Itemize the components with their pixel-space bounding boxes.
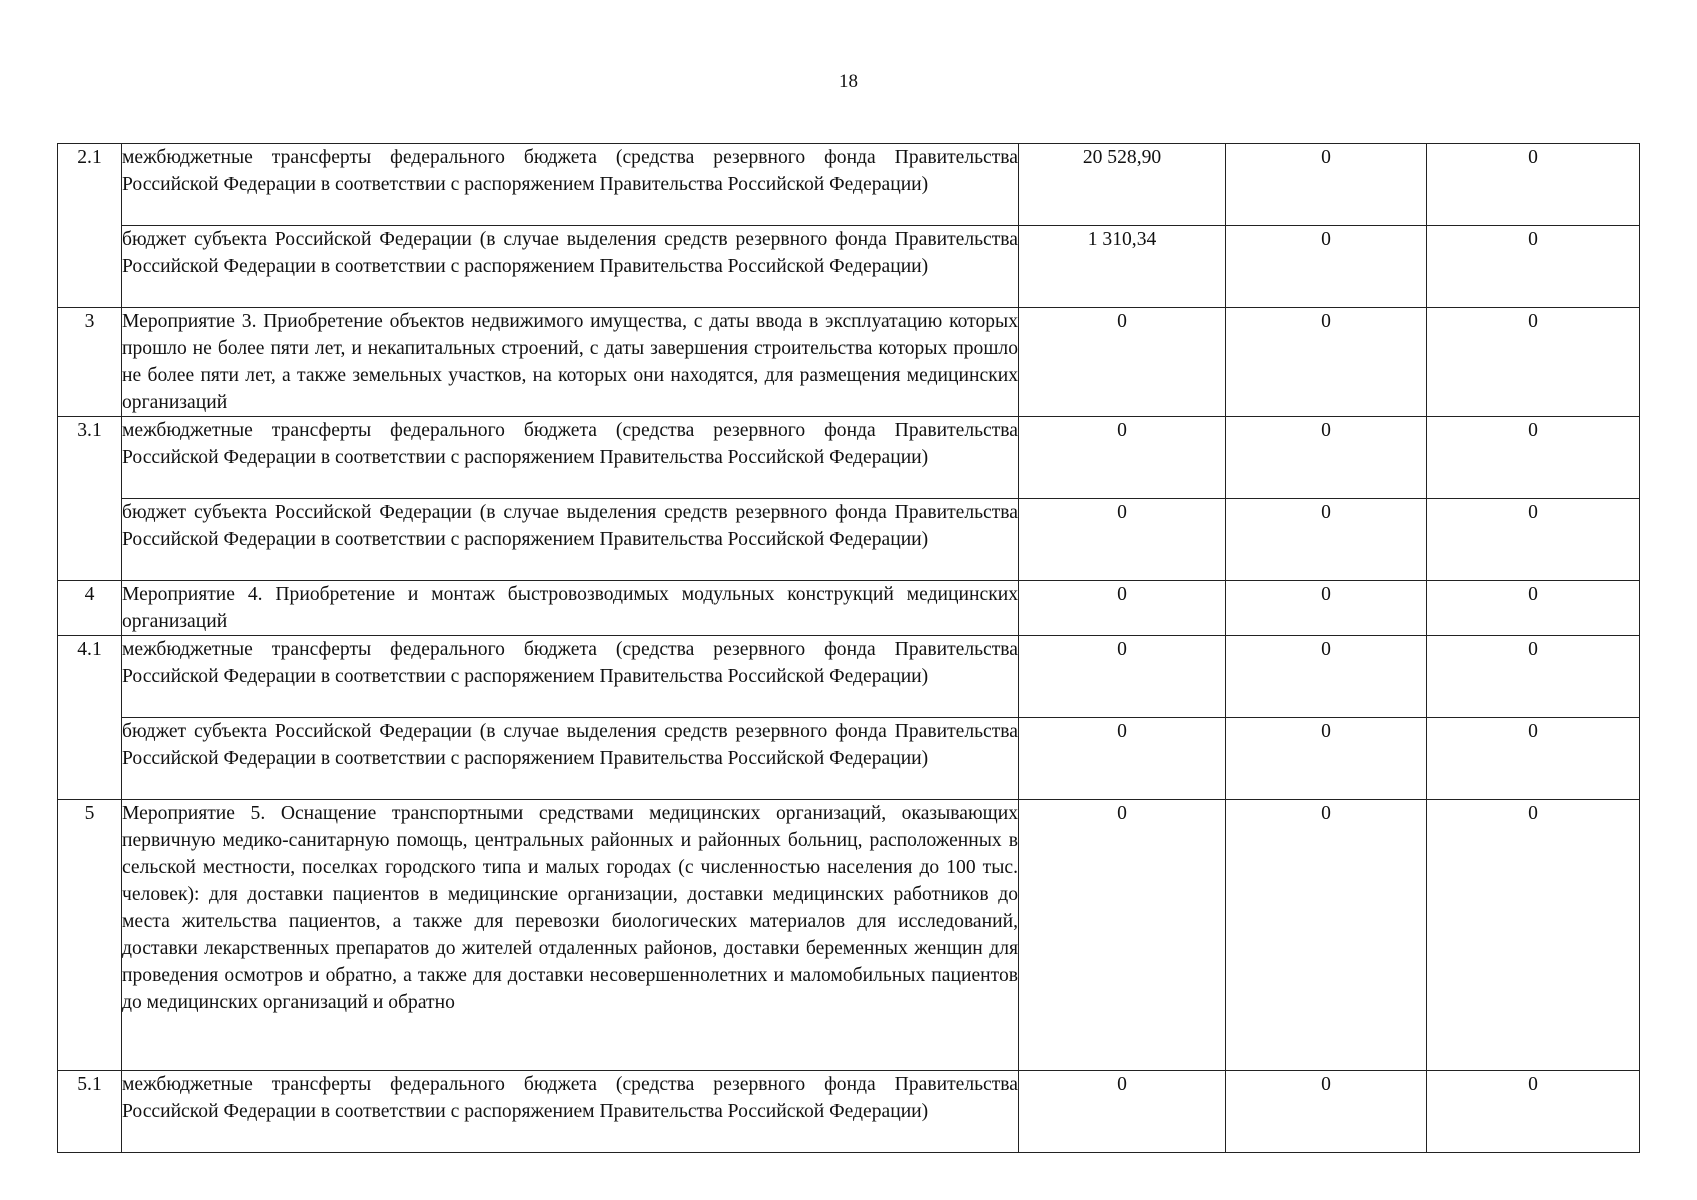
value-cell: 0 — [1427, 308, 1640, 417]
value-cell: 0 — [1226, 636, 1427, 718]
row-number: 4 — [58, 581, 122, 636]
funding-table — [57, 143, 1640, 1153]
value-cell: 0 — [1019, 800, 1226, 1071]
value-cell: 0 — [1019, 308, 1226, 417]
value-cell: 0 — [1427, 800, 1640, 1071]
value-cell: 0 — [1019, 499, 1226, 581]
value-cell: 0 — [1427, 417, 1640, 499]
row-number: 2.1 — [58, 144, 122, 308]
value-cell: 1 310,34 — [1019, 226, 1226, 308]
row-description: межбюджетные трансферты федерального бюджета (средства резервного фонда Правительства Российской Федерации в соответствии с распоряжением Правительства Российской Федерации) — [122, 1071, 1019, 1153]
value-cell: 0 — [1019, 417, 1226, 499]
value-cell: 0 — [1226, 718, 1427, 800]
value-cell: 0 — [1019, 718, 1226, 800]
value-cell: 0 — [1226, 1071, 1427, 1153]
value-cell: 0 — [1226, 499, 1427, 581]
table-row — [58, 417, 1640, 499]
page-number: 18 — [839, 71, 858, 92]
value-cell: 0 — [1226, 226, 1427, 308]
row-description: бюджет субъекта Российской Федерации (в случае выделения средств резервного фонда Правительства Российской Федерации в соответствии с распоряжением Правительства Российской Федерации) — [122, 226, 1019, 308]
value-cell: 0 — [1427, 1071, 1640, 1153]
value-cell: 0 — [1226, 800, 1427, 1071]
value-cell: 0 — [1226, 581, 1427, 636]
row-number: 4.1 — [58, 636, 122, 800]
value-cell: 0 — [1427, 718, 1640, 800]
table-row — [58, 499, 1640, 581]
value-cell: 0 — [1019, 636, 1226, 718]
table-row — [58, 144, 1640, 226]
row-number: 3 — [58, 308, 122, 417]
row-description: бюджет субъекта Российской Федерации (в случае выделения средств резервного фонда Правительства Российской Федерации в соответствии с распоряжением Правительства Российской Федерации) — [122, 718, 1019, 800]
row-description: Мероприятие 4. Приобретение и монтаж быстровозводимых модульных конструкций медицинских организаций — [122, 581, 1019, 636]
table-row — [58, 1071, 1640, 1153]
value-cell: 20 528,90 — [1019, 144, 1226, 226]
table-row — [58, 636, 1640, 718]
value-cell: 0 — [1427, 144, 1640, 226]
row-number: 5 — [58, 800, 122, 1071]
row-description: бюджет субъекта Российской Федерации (в случае выделения средств резервного фонда Правительства Российской Федерации в соответствии с распоряжением Правительства Российской Федерации) — [122, 499, 1019, 581]
value-cell: 0 — [1226, 308, 1427, 417]
value-cell: 0 — [1427, 226, 1640, 308]
table-row — [58, 226, 1640, 308]
row-description: межбюджетные трансферты федерального бюджета (средства резервного фонда Правительства Российской Федерации в соответствии с распоряжением Правительства Российской Федерации) — [122, 144, 1019, 226]
row-description: Мероприятие 3. Приобретение объектов недвижимого имущества, с даты ввода в эксплуатацию которых прошло не более пяти лет, и некапитальных строений, с даты завершения строительства которых прошло не более пяти лет, а также земельных участков, на которых они находятся, для размещения медицинских организаций — [122, 308, 1019, 417]
value-cell: 0 — [1427, 636, 1640, 718]
row-description: межбюджетные трансферты федерального бюджета (средства резервного фонда Правительства Российской Федерации в соответствии с распоряжением Правительства Российской Федерации) — [122, 636, 1019, 718]
row-number: 3.1 — [58, 417, 122, 581]
row-description: Мероприятие 5. Оснащение транспортными средствами медицинских организаций, оказывающих первичную медико-санитарную помощь, центральных районных и районных больниц, расположенных в сельской местности, поселках городского типа и малых городах (с численностью населения до 100 тыс. человек): для доставки пациентов в медицинские организации, доставки медицинских работников до места жительства пациентов, а также для перевозки биологических материалов для исследований, доставки лекарственных препаратов до жителей отдаленных районов, доставки беременных женщин для проведения осмотров и обратно, а также для доставки несовершеннолетних и маломобильных пациентов до медицинских организаций и обратно — [122, 800, 1019, 1071]
value-cell: 0 — [1226, 417, 1427, 499]
value-cell: 0 — [1019, 1071, 1226, 1153]
row-number: 5.1 — [58, 1071, 122, 1153]
table-row — [58, 800, 1640, 1071]
value-cell: 0 — [1226, 144, 1427, 226]
table-row — [58, 308, 1640, 417]
value-cell: 0 — [1427, 581, 1640, 636]
value-cell: 0 — [1427, 499, 1640, 581]
table-row — [58, 718, 1640, 800]
row-description: межбюджетные трансферты федерального бюджета (средства резервного фонда Правительства Российской Федерации в соответствии с распоряжением Правительства Российской Федерации) — [122, 417, 1019, 499]
table-row — [58, 581, 1640, 636]
value-cell: 0 — [1019, 581, 1226, 636]
